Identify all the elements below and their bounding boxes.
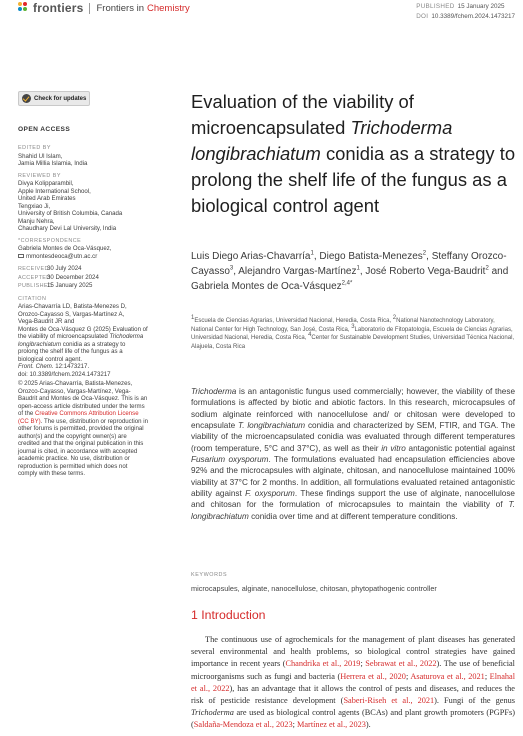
title-text: conidia as a strategy to prolong the shelf life of the fungus as a biological control agent bbox=[191, 143, 516, 216]
intro-text: The continuous use of agrochemicals for the management of plant diseases has generated several environmental and health problems, so biological control strategies have gained importance in recent years ( bbox=[191, 635, 515, 669]
published-row bbox=[416, 2, 515, 12]
citation-link[interactable]: Herrera et al., 2020 bbox=[340, 671, 406, 681]
author-separator: , bbox=[426, 251, 432, 262]
copyright-line: journal is cited, in accordance with accepted bbox=[18, 447, 138, 455]
header-divider bbox=[89, 3, 90, 14]
intro-text: ; bbox=[360, 659, 366, 669]
author-name[interactable]: José Roberto Vega-Baudrit bbox=[365, 266, 486, 277]
author-affiliation-mark: 2 bbox=[485, 265, 489, 272]
open-access-label: OPEN ACCESS bbox=[18, 126, 71, 133]
intro-text: ; bbox=[405, 671, 411, 681]
journal-prefix: Frontiers in bbox=[96, 2, 144, 14]
check-for-updates-button[interactable] bbox=[18, 91, 90, 106]
article-title bbox=[191, 89, 523, 219]
intro-text: ), has an advantage that it allows the control of pests and diseases, and reduces the risk of pesticide resistance development ( bbox=[191, 683, 515, 706]
section-heading-introduction: 1 Introduction bbox=[191, 608, 266, 622]
received-label: RECEIVED bbox=[18, 266, 49, 272]
abstract-italic-term: T. longibrachiatum bbox=[237, 421, 306, 431]
journal-name: Chemistry bbox=[147, 2, 190, 14]
citation-line-with-genus bbox=[18, 333, 168, 341]
reviewer-line: Manju Nehra, bbox=[18, 217, 55, 225]
abstract-italic-term: T. longibrachiatum bbox=[191, 500, 515, 521]
copyright-line: Baudrit and Montes de Oca-Vásquez. This is an bbox=[18, 395, 148, 402]
doi-label: DOI bbox=[416, 12, 429, 20]
title-species: Trichoderma longibrachiatum bbox=[191, 117, 453, 164]
citation-link[interactable]: Chandrika et al., 2019 bbox=[285, 659, 361, 669]
citation-text: conidia as a strategy to bbox=[61, 340, 126, 348]
citation-line: biological control agent. bbox=[18, 355, 83, 363]
affiliations bbox=[191, 317, 516, 352]
author-separator: , bbox=[313, 251, 320, 262]
author-name[interactable]: Luis Diego Arias-Chavarría bbox=[191, 251, 311, 262]
author-name[interactable]: Steffany Orozco-Cayasso bbox=[191, 251, 507, 277]
citation-journal-row bbox=[18, 363, 168, 371]
license-link[interactable]: Creative Commons Attribution License bbox=[34, 410, 139, 417]
copyright-line: reproduction is permitted which does not bbox=[18, 462, 128, 470]
accepted-label: ACCEPTED bbox=[18, 274, 51, 281]
copyright-line: Orozco-Cayasso, Vargas-Martínez, Vega- bbox=[18, 387, 131, 395]
editor-line: Jamia Millia Islamia, India bbox=[18, 160, 88, 167]
affiliation-text: National Nanotechnology Laboratory, National Center for High Technology, San José, Costa Rica, bbox=[191, 318, 495, 333]
intro-text: ; bbox=[484, 671, 490, 681]
copyright-line: academic practice. No use, distribution or bbox=[18, 455, 130, 462]
author-name[interactable]: Alejandro Vargas-Martínez bbox=[238, 266, 357, 277]
affiliation-text: Laboratorio de Fitopatología, Escuela de Ciencias Agrarias, Universidad Nacional, Heredia, Costa Rica, bbox=[191, 326, 513, 342]
reviewer-line: Chaudhary Devi Lal University, India bbox=[18, 225, 117, 232]
check-for-updates-label: Check for updates bbox=[34, 95, 87, 102]
author-affiliation-mark: 2 bbox=[422, 250, 427, 257]
doi-link[interactable]: 10.3389/fchem.2024.1473217 bbox=[431, 12, 515, 20]
citation-journal: Front. Chem. bbox=[18, 363, 54, 370]
abstract-text: conidia over time and at different temperature conditions. bbox=[248, 511, 458, 521]
author-affiliation-mark: 1 bbox=[310, 250, 314, 257]
citation-line: prolong the shelf life of the fungus as a bbox=[18, 348, 123, 355]
author-affiliation-mark: 1 bbox=[356, 265, 360, 272]
citation-link[interactable]: Sebrawat et al., 2022 bbox=[365, 659, 437, 669]
intro-italic-term: Trichoderma bbox=[191, 708, 234, 718]
journal-link[interactable] bbox=[96, 3, 189, 14]
reviewer-line: United Arab Emirates bbox=[18, 195, 76, 202]
citation-link[interactable]: Saldaña-Mendoza et al., 2023 bbox=[193, 720, 293, 730]
title-text: Evaluation of the viability of microencapsulated bbox=[191, 91, 414, 138]
check-icon bbox=[22, 94, 31, 103]
abstract-italic-term: in vitro bbox=[381, 443, 406, 453]
keywords: microcapsules, alginate, nanocellulose, chitosan, phytopathogenic controller bbox=[191, 584, 437, 593]
citation-volume: 12:1473217. bbox=[53, 363, 90, 370]
correspondence-name: Gabriela Montes de Oca-Vásquez, bbox=[18, 245, 112, 252]
copyright-license-row bbox=[18, 410, 168, 418]
doi-row bbox=[416, 12, 515, 22]
reviewed-by-heading: REVIEWED BY bbox=[18, 172, 61, 179]
copyright-line: comply with these terms. bbox=[18, 470, 86, 477]
mail-icon bbox=[18, 254, 24, 258]
citation-line: Orozco-Cayasso S, Vargas-Martínez A, bbox=[18, 310, 125, 318]
citation-genus: Trichoderma bbox=[109, 333, 144, 340]
affiliation-number: 4 bbox=[308, 332, 312, 339]
abstract-text: . The formulations evaluated had encapsulation efficiencies above 92% and the microcapsules with alginate, chitosan, and nanocellulose maintained 100% viability at 37°C for 2 months. In addition, all formulations evaluated retained antagonistic ability against bbox=[191, 455, 515, 499]
intro-text: ; bbox=[292, 720, 297, 730]
abstract-italic-term: Trichoderma bbox=[191, 387, 237, 396]
affiliation-number: 3 bbox=[351, 323, 355, 330]
intro-text: ). Fungi of the genus bbox=[434, 696, 515, 706]
copyright-line: other forums is permitted, provided the original bbox=[18, 425, 144, 432]
keywords-heading: KEYWORDS bbox=[191, 572, 228, 578]
author-list bbox=[191, 249, 521, 294]
citation-doi[interactable]: doi: 10.3389/fchem.2024.1473217 bbox=[18, 370, 111, 378]
logo-text: frontiers bbox=[33, 1, 84, 15]
abstract-text: conidia and characterized by SEM, FTIR, and TGA. The viability of the microencapsulated conidia was evaluated through different temperatures (room temperature, 5°C and 37°C), as well as their bbox=[191, 421, 515, 453]
copyright-text: of the bbox=[18, 410, 35, 417]
abstract-text: is an antagonistic fungus used commercially; however, the viability of these formulations is affected by biotic and abiotic factors. In this research, microcapsules of sodium alginate reinforced with nanocellulose and/ or chitosan were developed to encapsulate bbox=[191, 387, 515, 431]
reviewer-line: Divya Kolipparambil, bbox=[18, 180, 74, 187]
introduction-paragraph bbox=[191, 634, 515, 732]
published-date: 15 January 2025 bbox=[457, 3, 505, 10]
abstract bbox=[191, 386, 515, 522]
citation-line-with-species bbox=[18, 341, 168, 349]
reviewer-line: Tengxiao Ji, bbox=[18, 202, 51, 210]
editor-line: Shahid Ul Islam, bbox=[18, 152, 63, 160]
citation-link[interactable]: Asaturova et al., 2021 bbox=[410, 671, 485, 681]
edited-by-heading: EDITED BY bbox=[18, 145, 51, 151]
article-sidebar bbox=[18, 140, 168, 478]
citation-link[interactable]: Elnahal et al., 2022 bbox=[191, 671, 516, 693]
correspondence-email-row bbox=[18, 253, 168, 261]
copyright-line: © 2025 Arias-Chavarría, Batista-Menezes, bbox=[18, 380, 133, 387]
correspondence-email[interactable]: mmontesdeoca@utn.ac.cr bbox=[26, 252, 98, 260]
affiliation-text: Escuela de Ciencias Agrarias, Universidad Nacional, Heredia, Costa Rica, bbox=[194, 318, 393, 324]
abstract-text: antagonistic potential against bbox=[405, 443, 515, 453]
copyright-ccby-row bbox=[18, 418, 168, 426]
citation-line: Montes de Oca-Vásquez G (2025) Evaluation of bbox=[18, 325, 148, 333]
author-separator: , bbox=[359, 266, 366, 277]
publication-meta bbox=[416, 2, 515, 21]
author-affiliation-mark: 3 bbox=[229, 265, 234, 272]
copyright-line: credited and that the original publication in this bbox=[18, 440, 144, 447]
accepted-row bbox=[18, 274, 168, 283]
copyright-line: author(s) and the copyright owner(s) are bbox=[18, 432, 127, 440]
published-row-sidebar bbox=[18, 282, 168, 291]
affiliation-text: Center for Sustainable Development Studies, Universidad Técnica Nacional, Alajuela, Costa Rica bbox=[191, 335, 515, 351]
cc-by-link[interactable]: (CC BY) bbox=[18, 417, 41, 425]
author-affiliation-mark: 2,4* bbox=[341, 280, 353, 287]
received-date: 30 July 2024 bbox=[47, 265, 82, 272]
copyright-text: . The use, distribution or reproduction in bbox=[40, 417, 148, 425]
citation-line: Arias-Chavarría LD, Batista-Menezes D, bbox=[18, 303, 127, 310]
correspondence-heading: *CORRESPONDENCE bbox=[18, 237, 82, 244]
abstract-text: . These findings support the use of alginate, nanocellulose and chitosan for the formulation of microcapsules to maintain the viability of bbox=[191, 489, 515, 510]
frontiers-logo-icon bbox=[18, 2, 30, 14]
published-label: PUBLISHED bbox=[416, 3, 455, 10]
affiliation-number: 1 bbox=[191, 315, 195, 321]
reviewer-line: Apple International School, bbox=[18, 187, 91, 195]
published-date-sidebar: 15 January 2025 bbox=[47, 282, 93, 289]
author-separator: and bbox=[488, 266, 509, 277]
received-row bbox=[18, 265, 168, 274]
abstract-italic-term: F. oxysporum bbox=[245, 489, 295, 499]
intro-text: ). bbox=[365, 720, 371, 730]
published-label-sidebar: PUBLISHED bbox=[18, 283, 53, 289]
intro-text: are used as biological control agents (BCAs) and plant growth promoters (PGPFs) ( bbox=[191, 708, 515, 730]
citation-species: longibrachiatum bbox=[18, 340, 62, 348]
abstract-italic-term: Fusarium oxysporum bbox=[191, 455, 269, 465]
accepted-date: 30 December 2024 bbox=[47, 273, 99, 281]
intro-text: ). The use of beneficial microorganisms such as fungi and bacteria ( bbox=[191, 659, 515, 681]
copyright-line: open-access article distributed under the terms bbox=[18, 402, 145, 410]
affiliation-number: 2 bbox=[392, 315, 397, 321]
citation-text: the viability of microencapsulated bbox=[18, 333, 108, 340]
citation-link[interactable]: Saberi-Riseh et al., 2021 bbox=[343, 696, 435, 706]
reviewer-line: University of British Columbia, Canada bbox=[18, 210, 123, 217]
frontiers-logo[interactable] bbox=[18, 0, 190, 16]
citation-line: Vega-Baudrit JR and bbox=[18, 318, 75, 325]
author-name[interactable]: Gabriela Montes de Oca-Vásquez bbox=[191, 281, 342, 292]
citation-heading: CITATION bbox=[18, 295, 47, 302]
citation-link[interactable]: Martínez et al., 2023 bbox=[297, 720, 366, 730]
author-name[interactable]: Diego Batista-Menezes bbox=[319, 251, 423, 262]
author-separator: , bbox=[233, 266, 239, 277]
